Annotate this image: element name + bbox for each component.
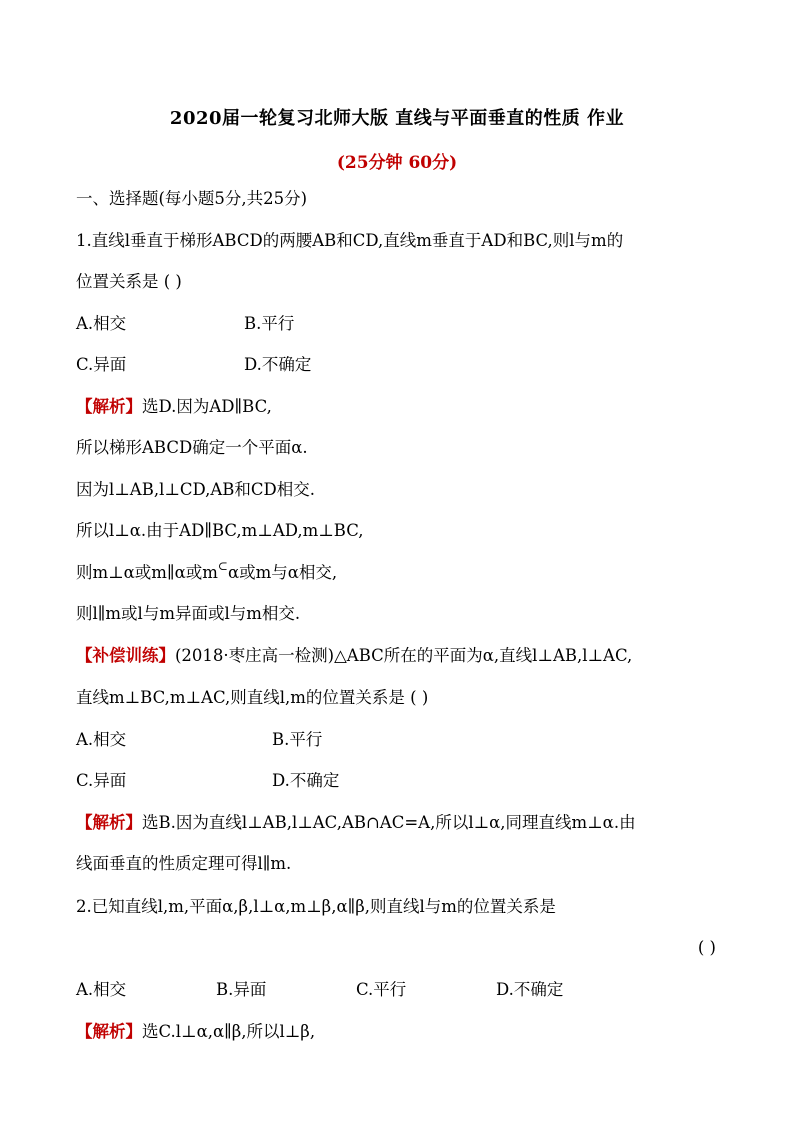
q1-analysis-line3: 因为l⊥AB,l⊥CD,AB和CD相交. [76,480,316,499]
q2-stem-line1: 2.已知直线l,m,平面α,β,l⊥α,m⊥β,α∥β,则直线l与m的位置关系是 [76,897,556,916]
supplement-option-c: C.异面 [76,771,127,790]
supplement-analysis-line2: 线面垂直的性质定理可得l∥m. [76,854,292,873]
supplement-analysis-text1: 选B.因为直线l⊥AB,l⊥AC,AB∩AC=A,所以l⊥α,同理直线m⊥α.由 [142,813,636,832]
q2-analysis-line1 [76,1021,315,1043]
supplement-option-a: A.相交 [76,730,127,749]
supplement-line1 [76,645,632,667]
q2-option-c: C.平行 [356,980,407,999]
supplement-label: 【补偿训练】 [76,646,175,665]
q1-analysis-text5a: 则m⊥α或m∥α或m [76,563,218,582]
q1-option-b: B.平行 [244,314,295,333]
page-subtitle: (25分钟 60分) [336,153,458,173]
subset-symbol: ⊂ [217,559,228,573]
q2-option-b: B.异面 [216,980,267,999]
supplement-analysis-line1 [76,812,636,834]
supplement-analysis-label: 【解析】 [76,813,142,832]
q1-option-d: D.不确定 [244,355,312,374]
q2-option-a: A.相交 [76,980,127,999]
q1-analysis-line5 [76,559,338,585]
supplement-text1: (2018·枣庄高一检测)△ABC所在的平面为α,直线l⊥AB,l⊥AC, [175,646,633,665]
q2-analysis-label: 【解析】 [76,1022,142,1041]
q1-stem-line2: 位置关系是 ( ) [76,272,182,291]
page-title: 2020届一轮复习北师大版 直线与平面垂直的性质 作业 [169,108,625,129]
q2-option-d: D.不确定 [496,980,564,999]
supplement-line2: 直线m⊥BC,m⊥AC,则直线l,m的位置关系是 ( ) [76,688,429,707]
q1-analysis-line6: 则l∥m或l与m异面或l与m相交. [76,604,301,623]
q1-analysis-label: 【解析】 [76,397,142,416]
q1-option-a: A.相交 [76,314,127,333]
section-heading: 一、选择题(每小题5分,共25分) [76,189,308,208]
q1-analysis-text1: 选D.因为AD∥BC, [142,397,272,416]
q1-analysis-text5b: α或m与α相交, [227,563,338,582]
q1-option-c: C.异面 [76,355,127,374]
supplement-option-b: B.平行 [272,730,323,749]
q1-stem-line1: 1.直线l垂直于梯形ABCD的两腰AB和CD,直线m垂直于AD和BC,则l与m的 [76,231,624,250]
q1-analysis-line1 [76,396,272,418]
q1-analysis-line2: 所以梯形ABCD确定一个平面α. [76,438,308,457]
q2-answer-paren: ( ) [697,938,716,957]
q1-analysis-line4: 所以l⊥α.由于AD∥BC,m⊥AD,m⊥BC, [76,521,364,540]
q2-analysis-text1: 选C.l⊥α,α∥β,所以l⊥β, [142,1022,316,1041]
supplement-option-d: D.不确定 [272,771,340,790]
